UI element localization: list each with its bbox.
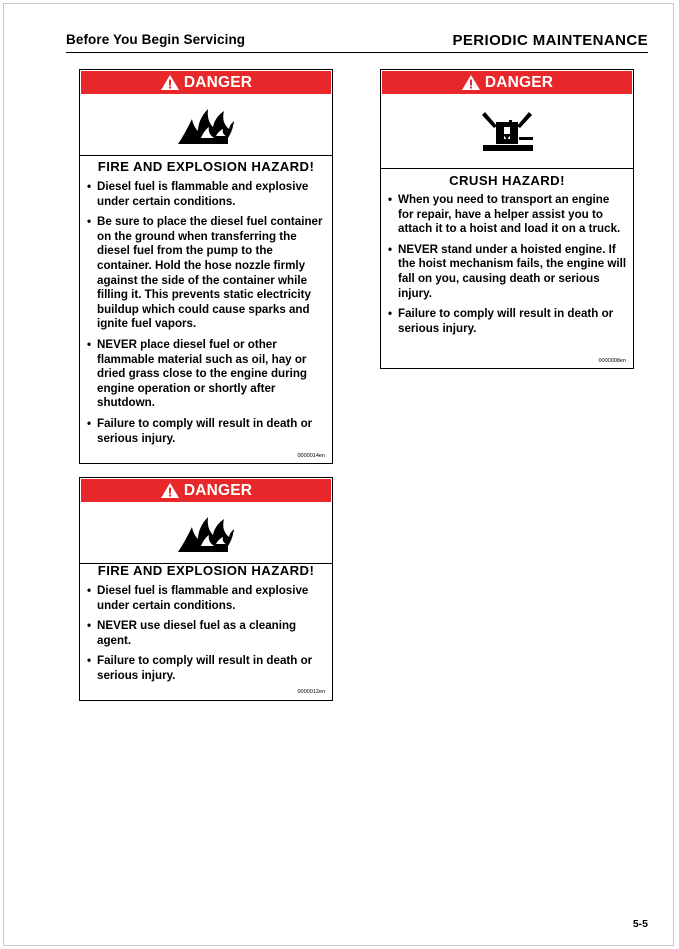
list-item: • Diesel fuel is flammable and explosive under certain conditions. [87, 584, 326, 613]
page-number: 5-5 [632, 918, 648, 930]
list-item: • NEVER stand under a hoisted engine. If the hoist mechanism fails, the engine will fall on you, causing death or serious injury. [388, 243, 627, 301]
danger-card-crush [380, 69, 634, 369]
danger-card-fire-2 [79, 477, 333, 701]
list-item: • Failure to comply will result in death or serious injury. [87, 417, 326, 446]
header-rule [66, 52, 648, 53]
pictogram-divider [80, 155, 332, 156]
crush-icon [475, 106, 539, 156]
pictogram [381, 95, 633, 167]
hazard-title: FIRE AND EXPLOSION HAZARD! [97, 563, 315, 578]
warning-triangle-icon [160, 482, 180, 499]
hazard-title: FIRE AND EXPLOSION HAZARD! [97, 159, 315, 174]
warning-triangle-icon [461, 74, 481, 91]
list-item: • Failure to comply will result in death or serious injury. [87, 654, 326, 683]
list-item: • NEVER place diesel fuel or other flammable material such as oil, hay or dried grass close to the engine during engine operation or shortly after shutdown. [87, 338, 326, 411]
hazard-list [87, 584, 326, 690]
danger-banner [81, 479, 331, 502]
danger-banner [81, 71, 331, 94]
pictogram-divider [381, 168, 633, 169]
label-code: 0000012en [297, 689, 325, 695]
hazard-title: CRUSH HAZARD! [449, 173, 565, 188]
list-item: • When you need to transport an engine for repair, have a helper assist you to attach it to a hoist and load it on a truck. [388, 193, 627, 237]
signal-word: DANGER [183, 73, 253, 91]
hazard-list [388, 193, 627, 342]
signal-word: DANGER [183, 481, 253, 499]
list-item: • Be sure to place the diesel fuel container on the ground when transferring the diesel fuel from the pump to the container. Hold the hose nozzle firmly against the side of the container while filling it. This prevents static electricity buildup which could cause sparks and ignite fuel vapors. [87, 215, 326, 332]
danger-card-fire-1 [79, 69, 333, 464]
list-item: • Diesel fuel is flammable and explosive under certain conditions. [87, 180, 326, 209]
label-code: 0000014en [297, 453, 325, 459]
signal-word: DANGER [484, 73, 554, 91]
danger-banner [382, 71, 632, 94]
section-title: Before You Begin Servicing [66, 32, 246, 47]
label-code: 0000008en [598, 358, 626, 364]
hazard-list [87, 180, 326, 452]
pictogram [80, 95, 332, 155]
fire-icon [176, 513, 236, 553]
warning-triangle-icon [160, 74, 180, 91]
list-item: • Failure to comply will result in death or serious injury. [388, 307, 627, 336]
pictogram [80, 503, 332, 563]
list-item: • NEVER use diesel fuel as a cleaning agent. [87, 619, 326, 648]
fire-icon [176, 105, 236, 145]
chapter-title: PERIODIC MAINTENANCE [452, 32, 648, 49]
